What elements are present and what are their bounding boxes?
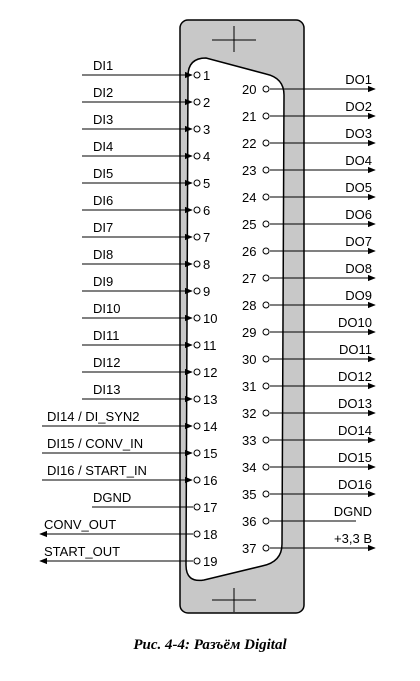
pin-number: 26	[242, 244, 257, 259]
pin-label: +3,3 В	[334, 531, 372, 546]
pin-label: DI4	[93, 139, 114, 154]
pin-number: 7	[203, 230, 211, 245]
pin-26-contact	[263, 248, 269, 254]
pin-12-contact	[194, 369, 200, 375]
pin-11-contact	[194, 342, 200, 348]
pin-label: DO6	[345, 207, 372, 222]
pin-number: 22	[242, 136, 257, 151]
pin-17-contact	[194, 504, 200, 510]
pin-label: DI10	[93, 301, 121, 316]
pin-number: 33	[242, 433, 257, 448]
pin-number: 14	[203, 419, 218, 434]
pin-label: DO5	[345, 180, 372, 195]
pin-6-contact	[194, 207, 200, 213]
pin-number: 31	[242, 379, 257, 394]
pin-16-contact	[194, 477, 200, 483]
pin-number: 25	[242, 217, 257, 232]
pin-number: 12	[203, 365, 218, 380]
pin-3-contact	[194, 126, 200, 132]
pin-31-contact	[263, 383, 269, 389]
pin-number: 32	[242, 406, 257, 421]
pin-label: DI2	[93, 85, 114, 100]
pin-number: 18	[203, 527, 218, 542]
pin-32-contact	[263, 410, 269, 416]
connector-face	[186, 58, 284, 580]
pin-number: 9	[203, 284, 211, 299]
pin-number: 23	[242, 163, 257, 178]
figure-caption: Рис. 4-4: Разъём Digital	[133, 637, 287, 653]
pin-13-contact	[194, 396, 200, 402]
pin-number: 6	[203, 203, 211, 218]
pin-9-contact	[194, 288, 200, 294]
pin-label: DO8	[345, 261, 372, 276]
pin-label: DI5	[93, 166, 114, 181]
pin-label: DO10	[338, 315, 372, 330]
pin-number: 37	[242, 541, 257, 556]
pin-number: 11	[203, 338, 217, 353]
pin-19-contact	[194, 558, 200, 564]
pin-number: 30	[242, 352, 257, 367]
pin-number: 35	[242, 487, 257, 502]
pin-label: DI14 / DI_SYN2	[47, 409, 140, 424]
pin-label: DO3	[345, 126, 372, 141]
pin-36-contact	[263, 518, 269, 524]
pin-label: DO11	[339, 342, 372, 357]
pin-number: 16	[203, 473, 218, 488]
pin-5-contact	[194, 180, 200, 186]
pin-number: 13	[203, 392, 218, 407]
pin-label: DO9	[345, 288, 372, 303]
pin-24-contact	[263, 194, 269, 200]
pin-label: DI16 / START_IN	[47, 463, 147, 478]
pin-34-contact	[263, 464, 269, 470]
pin-30-contact	[263, 356, 269, 362]
pin-37-contact	[263, 545, 269, 551]
pin-number: 36	[242, 514, 257, 529]
pin-label: DI8	[93, 247, 114, 262]
pin-29-contact	[263, 329, 269, 335]
pin-number: 1	[203, 68, 211, 83]
pin-21-contact	[263, 113, 269, 119]
pin-label: DI12	[93, 355, 121, 370]
pin-number: 24	[242, 190, 257, 205]
pin-18-contact	[194, 531, 200, 537]
pin-number: 2	[203, 95, 211, 110]
pin-33-contact	[263, 437, 269, 443]
pin-number: 3	[203, 122, 211, 137]
pin-number: 20	[242, 82, 257, 97]
pin-number: 5	[203, 176, 211, 191]
pin-label: DO12	[338, 369, 372, 384]
pin-label: DI1	[93, 58, 114, 73]
pin-label: DO16	[338, 477, 372, 492]
pin-label: DGND	[93, 490, 132, 505]
pin-number: 21	[242, 109, 257, 124]
pin-label: START_OUT	[44, 544, 121, 559]
pin-number: 10	[203, 311, 218, 326]
pin-number: 27	[242, 271, 257, 286]
pin-label: DI6	[93, 193, 114, 208]
pin-23-contact	[263, 167, 269, 173]
pin-label: DI15 / CONV_IN	[47, 436, 144, 451]
pin-7-contact	[194, 234, 200, 240]
pin-20-contact	[263, 86, 269, 92]
pin-28-contact	[263, 302, 269, 308]
pin-label: DI11	[93, 328, 120, 343]
pin-27-contact	[263, 275, 269, 281]
pin-label: DO13	[338, 396, 372, 411]
pin-14-contact	[194, 423, 200, 429]
pin-8-contact	[194, 261, 200, 267]
pin-2-contact	[194, 99, 200, 105]
pin-label: DO14	[338, 423, 372, 438]
pin-number: 8	[203, 257, 211, 272]
pin-label: DO4	[345, 153, 372, 168]
pin-label: DI3	[93, 112, 114, 127]
pin-1-contact	[194, 72, 200, 78]
pin-number: 17	[203, 500, 218, 515]
pin-label: DI13	[93, 382, 121, 397]
pin-label: DO15	[338, 450, 372, 465]
pin-number: 15	[203, 446, 218, 461]
pin-number: 28	[242, 298, 257, 313]
pin-label: DGND	[333, 504, 372, 519]
pin-label: DO7	[345, 234, 372, 249]
pin-label: DO2	[345, 99, 372, 114]
pin-35-contact	[263, 491, 269, 497]
pin-15-contact	[194, 450, 200, 456]
pin-number: 4	[203, 149, 211, 164]
pin-number: 19	[203, 554, 218, 569]
pin-22-contact	[263, 140, 269, 146]
pin-25-contact	[263, 221, 269, 227]
pin-4-contact	[194, 153, 200, 159]
pin-10-contact	[194, 315, 200, 321]
pin-label: DI9	[93, 274, 114, 289]
pin-label: DO1	[345, 72, 372, 87]
pin-label: CONV_OUT	[44, 517, 117, 532]
pin-label: DI7	[93, 220, 114, 235]
pin-number: 34	[242, 460, 257, 475]
pin-number: 29	[242, 325, 257, 340]
